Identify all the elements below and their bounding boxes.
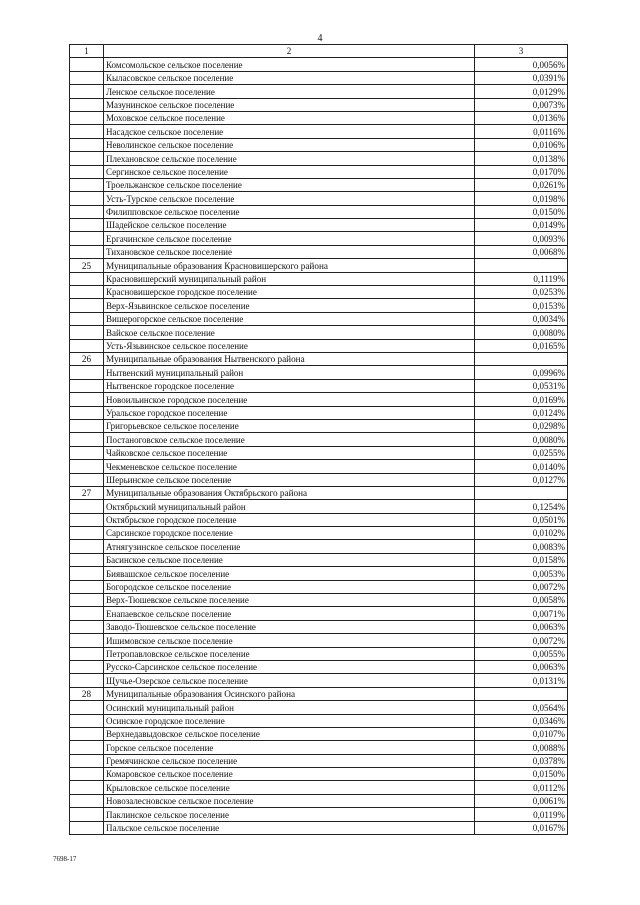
document-code: 7698-17 — [53, 855, 77, 863]
table-row — [70, 660, 568, 673]
table-row — [70, 594, 568, 607]
row-number — [70, 794, 104, 807]
section-row — [70, 687, 568, 700]
share-value: 0,0131% — [475, 674, 568, 687]
share-value: 0,0083% — [475, 540, 568, 553]
municipality-name: Вайское сельское поселение — [104, 326, 475, 339]
municipality-name: Енапаевское сельское поселение — [104, 607, 475, 620]
row-number — [70, 272, 104, 285]
table-row — [70, 272, 568, 285]
municipality-name: Верх-Язьвинское сельское поселение — [104, 299, 475, 312]
municipality-name: Красновишерский муниципальный район — [104, 272, 475, 285]
municipality-name: Осинский муниципальный район — [104, 701, 475, 714]
share-value: 0,0996% — [475, 366, 568, 379]
municipality-name: Кыласовское сельское поселение — [104, 71, 475, 84]
municipality-name: Басинское сельское поселение — [104, 553, 475, 566]
table-row — [70, 768, 568, 781]
municipality-name: Паклинское сельское поселение — [104, 808, 475, 821]
municipality-name: Горское сельское поселение — [104, 741, 475, 754]
municipality-name: Чайковское сельское поселение — [104, 446, 475, 459]
municipality-name: Мазунинское сельское поселение — [104, 98, 475, 111]
table-row — [70, 727, 568, 740]
share-value: 0,1119% — [475, 272, 568, 285]
row-number — [70, 232, 104, 245]
share-value — [475, 486, 568, 499]
row-number — [70, 754, 104, 767]
share-value: 0,0378% — [475, 754, 568, 767]
row-number — [70, 339, 104, 352]
municipality-name: Пальское сельское поселение — [104, 821, 475, 834]
share-value: 0,0255% — [475, 446, 568, 459]
page-number: 4 — [317, 33, 323, 44]
row-number — [70, 634, 104, 647]
municipality-name: Щучье-Озерское сельское поселение — [104, 674, 475, 687]
share-value: 0,0138% — [475, 152, 568, 165]
table-row — [70, 513, 568, 526]
share-value: 0,0073% — [475, 98, 568, 111]
municipality-name: Муниципальные образования Красновишерского района — [104, 259, 475, 272]
row-number — [70, 366, 104, 379]
share-value: 0,0058% — [475, 594, 568, 607]
municipality-name: Комсомольское сельское поселение — [104, 58, 475, 71]
row-number: 26 — [70, 352, 104, 365]
table-row — [70, 647, 568, 660]
share-value — [475, 352, 568, 365]
municipality-name: Шадейское сельское поселение — [104, 219, 475, 232]
row-number — [70, 567, 104, 580]
municipality-name: Муниципальные образования Осинского района — [104, 687, 475, 700]
municipality-name: Насадское сельское поселение — [104, 125, 475, 138]
municipality-name: Новозалесновское сельское поселение — [104, 794, 475, 807]
share-value: 0,0071% — [475, 607, 568, 620]
row-number — [70, 768, 104, 781]
share-value: 0,0129% — [475, 85, 568, 98]
row-number — [70, 594, 104, 607]
municipality-name: Красновишерское городское поселение — [104, 286, 475, 299]
share-value: 0,0167% — [475, 821, 568, 834]
municipality-name: Крыловское сельское поселение — [104, 781, 475, 794]
share-value: 0,0136% — [475, 111, 568, 124]
table-row — [70, 567, 568, 580]
municipality-name: Троельжанское сельское поселение — [104, 178, 475, 191]
row-number — [70, 620, 104, 633]
row-number — [70, 433, 104, 446]
municipality-name: Верхнедавыдовское сельское поселение — [104, 727, 475, 740]
share-value: 0,1254% — [475, 500, 568, 513]
share-value: 0,0501% — [475, 513, 568, 526]
share-value: 0,0053% — [475, 567, 568, 580]
table-row — [70, 165, 568, 178]
municipality-name: Нытвенское городское поселение — [104, 379, 475, 392]
share-value: 0,0106% — [475, 138, 568, 151]
row-number — [70, 379, 104, 392]
share-value: 0,0153% — [475, 299, 568, 312]
municipality-name: Осинское городское поселение — [104, 714, 475, 727]
table-row — [70, 98, 568, 111]
share-value: 0,0102% — [475, 527, 568, 540]
table-row — [70, 178, 568, 191]
table-row — [70, 634, 568, 647]
share-value: 0,0072% — [475, 634, 568, 647]
share-value: 0,0116% — [475, 125, 568, 138]
header-col-2: 2 — [104, 45, 475, 58]
row-number — [70, 326, 104, 339]
table-row — [70, 152, 568, 165]
row-number — [70, 607, 104, 620]
share-value: 0,0564% — [475, 701, 568, 714]
row-number — [70, 500, 104, 513]
table-row — [70, 620, 568, 633]
table-row — [70, 500, 568, 513]
row-number — [70, 727, 104, 740]
table-row — [70, 527, 568, 540]
row-number — [70, 701, 104, 714]
row-number — [70, 98, 104, 111]
table-row — [70, 286, 568, 299]
table-row — [70, 299, 568, 312]
share-value: 0,0080% — [475, 433, 568, 446]
table-row — [70, 540, 568, 553]
municipality-name: Сарсинское городское поселение — [104, 527, 475, 540]
row-number — [70, 165, 104, 178]
share-value: 0,0150% — [475, 768, 568, 781]
municipality-name: Чекменевское сельское поселение — [104, 460, 475, 473]
table-row — [70, 794, 568, 807]
table-row — [70, 580, 568, 593]
share-value: 0,0063% — [475, 620, 568, 633]
share-value: 0,0056% — [475, 58, 568, 71]
municipality-name: Ишимовское сельское поселение — [104, 634, 475, 647]
municipality-name: Тихановское сельское поселение — [104, 245, 475, 258]
share-value: 0,0068% — [475, 245, 568, 258]
table-row — [70, 379, 568, 392]
table-row — [70, 808, 568, 821]
municipality-name: Усть-Турское сельское поселение — [104, 192, 475, 205]
row-number — [70, 419, 104, 432]
row-number — [70, 219, 104, 232]
row-number — [70, 714, 104, 727]
share-value: 0,0119% — [475, 808, 568, 821]
table-row — [70, 419, 568, 432]
row-number — [70, 299, 104, 312]
share-value: 0,0391% — [475, 71, 568, 84]
municipality-name: Шерьинское сельское поселение — [104, 473, 475, 486]
share-value: 0,0150% — [475, 205, 568, 218]
row-number — [70, 781, 104, 794]
table-row — [70, 741, 568, 754]
table-row — [70, 701, 568, 714]
table-row — [70, 821, 568, 834]
table-row — [70, 85, 568, 98]
table-row — [70, 553, 568, 566]
share-value: 0,0158% — [475, 553, 568, 566]
municipality-name: Усть-Язьвинское сельское поселение — [104, 339, 475, 352]
table-row — [70, 111, 568, 124]
municipality-name: Вишерогорское сельское поселение — [104, 312, 475, 325]
municipality-name: Верх-Тюшевское сельское поселение — [104, 594, 475, 607]
municipality-name: Атнягузинское сельское поселение — [104, 540, 475, 553]
header-col-3: 3 — [475, 45, 568, 58]
municipality-name: Ленское сельское поселение — [104, 85, 475, 98]
table-row — [70, 339, 568, 352]
row-number — [70, 286, 104, 299]
table-row — [70, 245, 568, 258]
share-value: 0,0124% — [475, 406, 568, 419]
share-value: 0,0107% — [475, 727, 568, 740]
row-number — [70, 808, 104, 821]
municipality-name: Нытвенский муниципальный район — [104, 366, 475, 379]
table-row — [70, 366, 568, 379]
section-row — [70, 352, 568, 365]
row-number — [70, 205, 104, 218]
share-value: 0,0061% — [475, 794, 568, 807]
table-row — [70, 192, 568, 205]
row-number — [70, 513, 104, 526]
row-number — [70, 821, 104, 834]
share-value: 0,0198% — [475, 192, 568, 205]
row-number — [70, 460, 104, 473]
table-row — [70, 125, 568, 138]
section-row — [70, 486, 568, 499]
table-row — [70, 406, 568, 419]
row-number — [70, 446, 104, 459]
row-number — [70, 85, 104, 98]
share-value — [475, 687, 568, 700]
table-row — [70, 312, 568, 325]
municipality-name: Уральское городское поселение — [104, 406, 475, 419]
share-value: 0,0253% — [475, 286, 568, 299]
table-row — [70, 326, 568, 339]
table-row — [70, 473, 568, 486]
row-number — [70, 580, 104, 593]
municipality-name: Ергачинское сельское поселение — [104, 232, 475, 245]
row-number: 27 — [70, 486, 104, 499]
municipality-name: Комаровское сельское поселение — [104, 768, 475, 781]
row-number: 28 — [70, 687, 104, 700]
share-value: 0,0346% — [475, 714, 568, 727]
row-number — [70, 741, 104, 754]
municipality-name: Заводо-Тюшевское сельское поселение — [104, 620, 475, 633]
row-number — [70, 674, 104, 687]
share-value: 0,0093% — [475, 232, 568, 245]
share-value: 0,0170% — [475, 165, 568, 178]
table-row — [70, 71, 568, 84]
municipality-name: Биявашское сельское поселение — [104, 567, 475, 580]
row-number — [70, 393, 104, 406]
municipality-name: Муниципальные образования Нытвенского района — [104, 352, 475, 365]
table-row — [70, 58, 568, 71]
table-row — [70, 433, 568, 446]
row-number — [70, 58, 104, 71]
municipality-name: Новоильинское городское поселение — [104, 393, 475, 406]
allocation-table — [69, 44, 568, 835]
row-number — [70, 125, 104, 138]
share-value: 0,0088% — [475, 741, 568, 754]
municipality-name: Муниципальные образования Октябрьского района — [104, 486, 475, 499]
row-number: 25 — [70, 259, 104, 272]
share-value: 0,0149% — [475, 219, 568, 232]
table-row — [70, 138, 568, 151]
share-value: 0,0112% — [475, 781, 568, 794]
table-row — [70, 460, 568, 473]
row-number — [70, 647, 104, 660]
share-value: 0,0034% — [475, 312, 568, 325]
share-value — [475, 259, 568, 272]
share-value: 0,0531% — [475, 379, 568, 392]
table-row — [70, 781, 568, 794]
municipality-name: Богородское сельское поселение — [104, 580, 475, 593]
share-value: 0,0127% — [475, 473, 568, 486]
share-value: 0,0298% — [475, 419, 568, 432]
municipality-name: Русско-Сарсинское сельское поселение — [104, 660, 475, 673]
row-number — [70, 138, 104, 151]
row-number — [70, 111, 104, 124]
table-row — [70, 232, 568, 245]
table-row — [70, 754, 568, 767]
row-number — [70, 71, 104, 84]
table-row — [70, 607, 568, 620]
municipality-name: Сергинское сельское поселение — [104, 165, 475, 178]
municipality-name: Постаноговское сельское поселение — [104, 433, 475, 446]
municipality-name: Филипповское сельское поселение — [104, 205, 475, 218]
row-number — [70, 152, 104, 165]
table-row — [70, 446, 568, 459]
share-value: 0,0072% — [475, 580, 568, 593]
table-row — [70, 674, 568, 687]
table-header-row — [70, 45, 568, 58]
row-number — [70, 553, 104, 566]
row-number — [70, 178, 104, 191]
row-number — [70, 660, 104, 673]
table-row — [70, 393, 568, 406]
section-row — [70, 259, 568, 272]
municipality-name: Петропавловское сельское поселение — [104, 647, 475, 660]
share-value: 0,0140% — [475, 460, 568, 473]
municipality-name: Плехановское сельское поселение — [104, 152, 475, 165]
row-number — [70, 312, 104, 325]
share-value: 0,0063% — [475, 660, 568, 673]
share-value: 0,0169% — [475, 393, 568, 406]
row-number — [70, 192, 104, 205]
row-number — [70, 406, 104, 419]
municipality-name: Неволинское сельское поселение — [104, 138, 475, 151]
share-value: 0,0261% — [475, 178, 568, 191]
table-row — [70, 714, 568, 727]
municipality-name: Моховское сельское поселение — [104, 111, 475, 124]
share-value: 0,0165% — [475, 339, 568, 352]
row-number — [70, 540, 104, 553]
row-number — [70, 527, 104, 540]
row-number — [70, 245, 104, 258]
table-row — [70, 219, 568, 232]
row-number — [70, 473, 104, 486]
municipality-name: Григорьевское сельское поселение — [104, 419, 475, 432]
municipality-name: Октябрьский муниципальный район — [104, 500, 475, 513]
municipality-name: Гремячинское сельское поселение — [104, 754, 475, 767]
share-value: 0,0080% — [475, 326, 568, 339]
share-value: 0,0055% — [475, 647, 568, 660]
municipality-name: Октябрьское городское поселение — [104, 513, 475, 526]
header-col-1: 1 — [70, 45, 104, 58]
table-row — [70, 205, 568, 218]
